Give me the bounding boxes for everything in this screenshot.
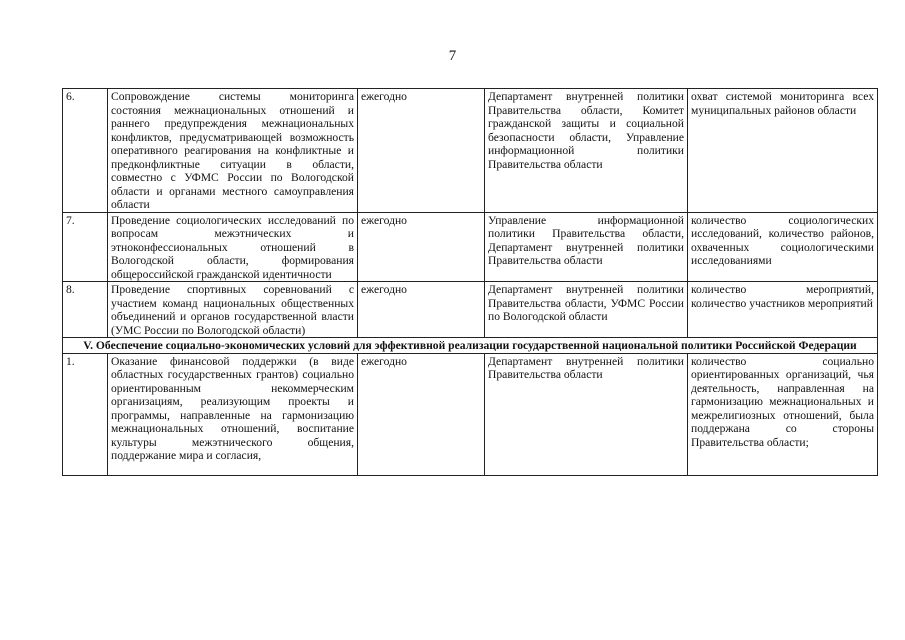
page-number: 7 xyxy=(448,48,457,64)
section-header-row xyxy=(63,338,878,354)
row-number: 7. xyxy=(63,212,108,282)
row-number: 1. xyxy=(63,353,108,475)
measure-indicator xyxy=(688,353,878,475)
measure-executors: Департамент внутренней политики Правительства области, Комитет гражданской защиты и социальной безопасности области, Управление информационной политики Правительства области xyxy=(485,89,688,213)
measure-executors: Департамент внутренней политики Правительства области xyxy=(485,353,688,475)
table-row xyxy=(63,212,878,282)
table-row xyxy=(63,282,878,338)
measure-executors: Департамент внутренней политики Правительства области, УФМС России по Вологодской области xyxy=(485,282,688,338)
measure-term: ежегодно xyxy=(358,282,485,338)
table-row xyxy=(63,353,878,475)
row-number: 6. xyxy=(63,89,108,213)
measure-term: ежегодно xyxy=(358,89,485,213)
section-title: V. Обеспечение социально-экономических условий для эффективной реализации государственной национальной политики Российской Федерации xyxy=(63,338,878,354)
measure-indicator: количество мероприятий, количество участников мероприятий xyxy=(688,282,878,338)
measure-executors: Управление информационной политики Правительства области, Департамент внутренней политики Правительства области xyxy=(485,212,688,282)
measure-term: ежегодно xyxy=(358,353,485,475)
measure-name-text: Оказание финансовой поддержки (в виде областных государственных грантов) социально ориентированным некоммерческим организациям, реализующим проекты и программы, направленные на гармонизацию межнациональных отношений, воспитание культуры межэтнического общения, поддержание мира и согласия, xyxy=(111,354,354,462)
measure-term: ежегодно xyxy=(358,212,485,282)
measure-name: Проведение социологических исследований по вопросам межэтнических и этноконфессиональных отношений в Вологодской области, формирования общероссийской гражданской идентичности xyxy=(108,212,358,282)
measure-name xyxy=(108,353,358,475)
measure-indicator: охват системой мониторинга всех муниципальных районов области xyxy=(688,89,878,213)
measure-name: Сопровождение системы мониторинга состояния межнациональных отношений и раннего предупреждения межнациональных конфликтов, предусматривающей возможность оперативного реагирования на конфликтные и предконфликтные ситуации в области, совместно с УФМС России по Вологодской области и органами местного самоуправления области xyxy=(108,89,358,213)
row-number: 8. xyxy=(63,282,108,338)
measure-indicator: количество социологических исследований, количество районов, охваченных социологическими исследованиями xyxy=(688,212,878,282)
measures-table xyxy=(62,88,878,476)
measure-name: Проведение спортивных соревнований с участием команд национальных общественных объединений и органов государственной власти (УМС России по Вологодской области) xyxy=(108,282,358,338)
measure-indicator-text: количество социально ориентированных организаций, чья деятельность, направленная на гармонизацию межнациональных и межрелигиозных отношений, была поддержана со стороны Правительства области; xyxy=(691,354,874,449)
table-row xyxy=(63,89,878,213)
